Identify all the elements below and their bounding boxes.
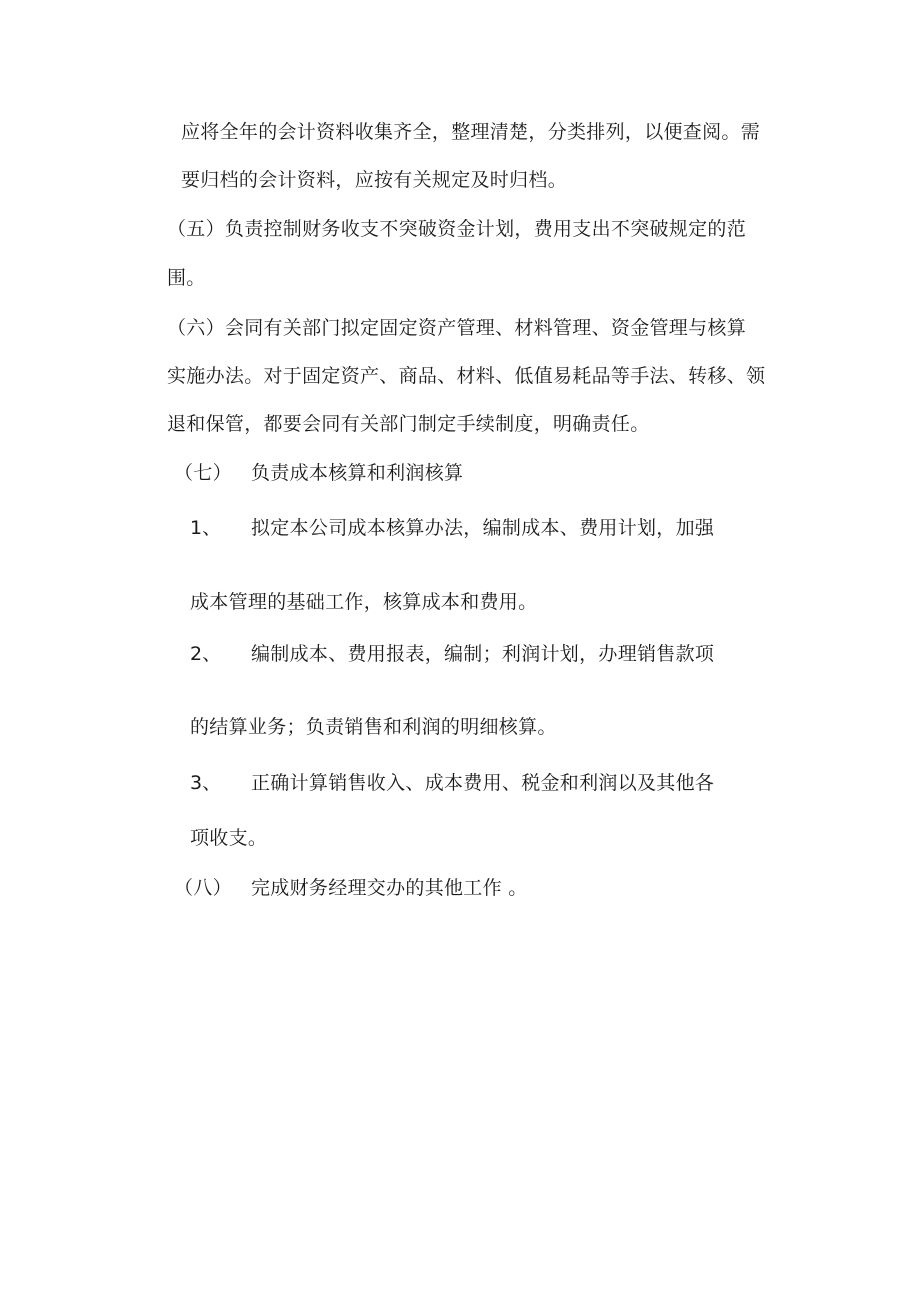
section-marker: （七）	[174, 462, 232, 484]
paragraph-line: 退和保管，都要会同有关部门制定手续制度，明确责任。	[167, 413, 650, 435]
paragraph-line: （六）会同有关部门拟定固定资产管理、材料管理、资金管理与核算	[167, 317, 747, 339]
section-marker: （八）	[174, 877, 232, 899]
paragraph-line: 应将全年的会计资料收集齐全，整理清楚，分类排列，以便查阅。需	[181, 121, 761, 143]
paragraph-line: 围。	[167, 267, 206, 289]
list-item-text: 的结算业务；负责销售和利润的明细核算。	[190, 716, 557, 738]
paragraph-line: 实施办法。对于固定资产、商品、材料、低值易耗品等手法、转移、领	[167, 365, 766, 387]
list-item-number: 1、	[190, 517, 222, 539]
list-item-number: 2、	[190, 643, 222, 665]
list-item-text: 项收支。	[190, 827, 268, 849]
section-title: 负责成本核算和利润核算	[251, 462, 464, 484]
list-item-text: 正确计算销售收入、成本费用、税金和利润以及其他各	[251, 772, 715, 794]
section-title: 完成财务经理交办的其他工作 。	[251, 877, 528, 899]
list-item-text: 编制成本、费用报表，编制；利润计划，办理销售款项	[251, 643, 715, 665]
paragraph-line: （五）负责控制财务收支不突破资金计划，费用支出不突破规定的范	[167, 218, 747, 240]
list-item-number: 3、	[190, 772, 222, 794]
list-item-text: 成本管理的基础工作，核算成本和费用。	[190, 591, 538, 613]
paragraph-line: 要归档的会计资料，应按有关规定及时归档。	[181, 169, 568, 191]
list-item-text: 拟定本公司成本核算办法，编制成本、费用计划，加强	[251, 517, 715, 539]
